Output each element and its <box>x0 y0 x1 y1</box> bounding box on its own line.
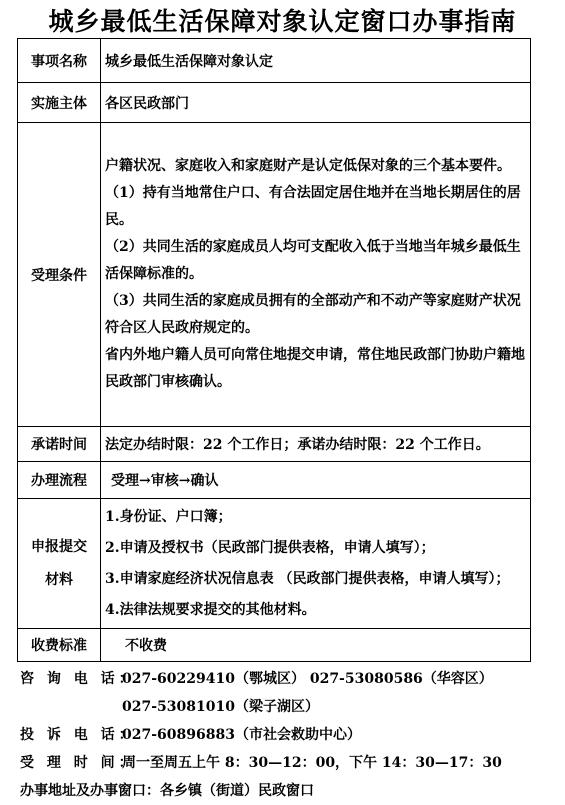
materials-item: 4.法律法规要求提交的其他材料。 <box>105 601 316 618</box>
footer-info <box>20 665 560 805</box>
consult-phones-line1: 027-60229410（鄂城区） 027-53080586（华容区） <box>122 671 493 687</box>
item-name-value: 城乡最低生活保障对象认定 <box>101 39 531 83</box>
consult-label: 咨 询 电 话： <box>20 671 137 687</box>
materials-item: 1.身份证、户口簿； <box>105 508 232 525</box>
conditions-paragraph: （1）持有当地常住户口、有合法固定居住地并在当地长期居住的居民。 <box>105 185 521 228</box>
row-conditions <box>18 123 531 427</box>
materials-value <box>101 499 531 629</box>
complaint-phone: 027-60896883（市社会救助中心） <box>122 727 361 743</box>
conditions-paragraph: （3）共同生活的家庭成员拥有的全部动产和不动产等家庭财产状况符合区人民政府规定的。 <box>105 293 521 336</box>
item-name-label: 事项名称 <box>18 39 101 83</box>
address-row <box>20 777 560 805</box>
address-label: 办事地址及办事窗口： <box>20 783 160 799</box>
materials-item: 3.申请家庭经济状况信息表 （民政部门提供表格，申请人填写）； <box>105 570 510 587</box>
hours-label: 受 理 时 间： <box>20 755 137 771</box>
materials-label-line2: 材料 <box>45 571 73 588</box>
process-value: 受理→审核→确认 <box>101 462 531 499</box>
row-time-limit <box>18 427 531 462</box>
consult-phones-line2: 027-53081010（梁子湖区） <box>122 699 319 715</box>
page-title: 城乡最低生活保障对象认定窗口办事指南 <box>48 7 517 36</box>
consult-row-2 <box>20 693 560 721</box>
time-limit-label: 承诺时间 <box>18 427 101 462</box>
guide-table <box>17 38 531 662</box>
consult-row <box>20 665 560 693</box>
fee-value: 不收费 <box>101 629 531 662</box>
row-materials <box>18 499 531 629</box>
row-process <box>18 462 531 499</box>
complaint-row <box>20 721 560 749</box>
row-fee <box>18 629 531 662</box>
time-limit-value: 法定办结时限：22 个工作日；承诺办结时限：22 个工作日。 <box>101 427 531 462</box>
subject-value: 各区民政部门 <box>101 83 531 123</box>
conditions-paragraph: （2）共同生活的家庭成员人均可支配收入低于当地当年城乡最低生活保障标准的。 <box>105 239 521 282</box>
hours-row <box>20 749 560 777</box>
hours-value: 周一至周五上午 8：30—12：00，下午 14：30—17：30 <box>122 755 502 771</box>
conditions-label: 受理条件 <box>18 123 101 427</box>
conditions-paragraph: 户籍状况、家庭收入和家庭财产是认定低保对象的三个基本要件。 <box>105 158 511 174</box>
materials-label <box>18 499 101 629</box>
materials-label-line1: 申报提交 <box>31 538 87 555</box>
fee-label: 收费标准 <box>18 629 101 662</box>
process-label: 办理流程 <box>18 462 101 499</box>
materials-item: 2.申请及授权书（民政部门提供表格，申请人填写）； <box>105 539 435 556</box>
row-item-name <box>18 39 531 83</box>
address-value: 各乡镇（街道）民政窗口 <box>160 783 314 799</box>
conditions-value <box>101 123 531 427</box>
conditions-paragraph: 省内外地户籍人员可向常住地提交申请，常住地民政部门协助户籍地民政部门审核确认。 <box>105 347 525 390</box>
row-subject <box>18 83 531 123</box>
subject-label: 实施主体 <box>18 83 101 123</box>
complaint-label: 投 诉 电 话： <box>20 727 137 743</box>
